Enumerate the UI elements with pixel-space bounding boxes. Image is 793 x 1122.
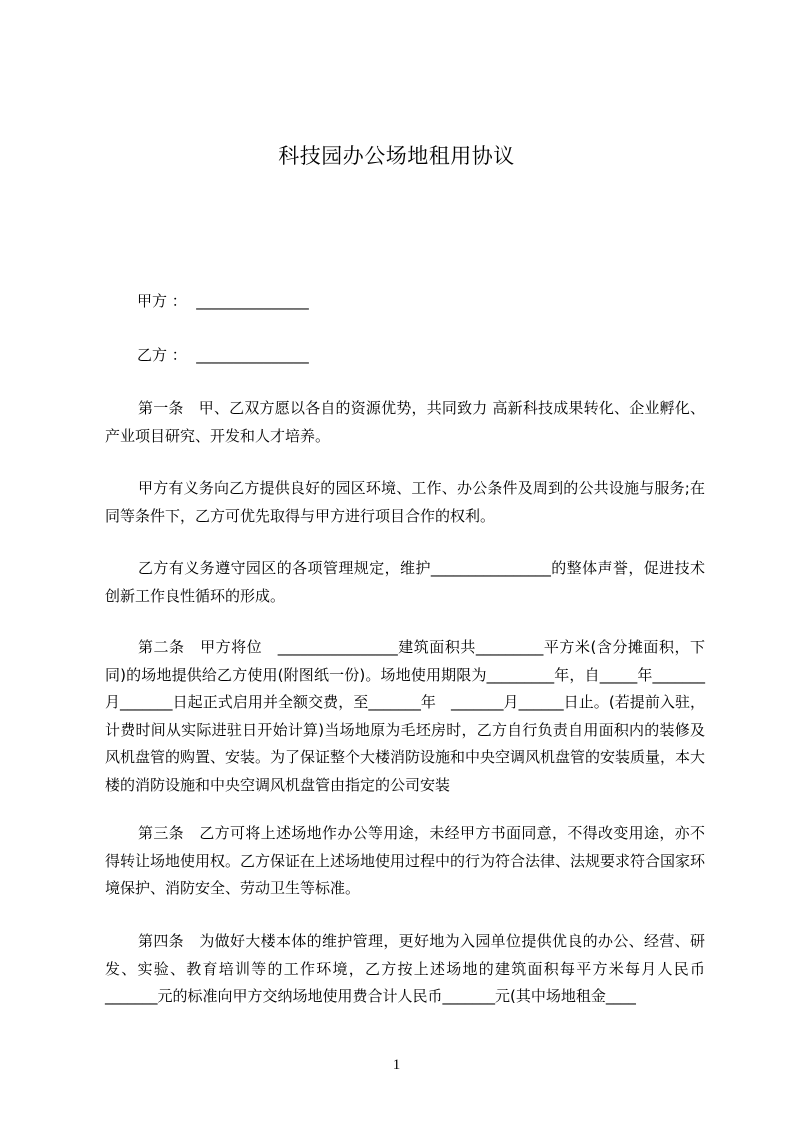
- party-a-obligation-paragraph: 甲方有义务向乙方提供良好的园区环境、工作、办公条件及周到的公共设施与服务;在同等条件下，乙方可优先取得与甲方进行项目合作的权利。: [105, 479, 705, 525]
- party-a-line: 甲方 ： _______________: [137, 292, 309, 310]
- party-b-line: 乙方 ： _______________: [137, 346, 309, 364]
- party-b-obligation-paragraph: 乙方有义务遵守园区的各项管理规定，维护________________的整体声誉，促进技术创新工作良性循环的形成。: [105, 559, 705, 605]
- article-2-paragraph: 第二条 甲方将位 ________________建筑面积共_________平方米(含分摊面积，下同)的场地提供给乙方使用(附图纸一份)。场地使用期限为_________年，自_____年_______月_______日起正式启用并全额交费，至_______年 _______月______日止。(若提前入驻，计费时间从实际进驻日开始计算)当场地原为毛坯房时，乙方自行负责自用面积内的装修及风机盘管的购置、安装。为了保证整个大楼消防设施和中央空调风机盘管的安装质量，本大楼的消防设施和中央空调风机盘管由指定的公司安装: [105, 638, 706, 794]
- article-4-paragraph: 第四条 为做好大楼本体的维护管理，更好地为入园单位提供优良的办公、经营、研发、实验、教育培训等的工作环境，乙方按上述场地的建筑面积每平方米每月人民币_______元的标准向甲方交纳场地使用费合计人民币_______元(其中场地租金____: [105, 932, 705, 1005]
- article-1-paragraph: 第一条 甲、乙双方愿以各自的资源优势，共同致力 高新科技成果转化、企业孵化、产业项目研究、开发和人才培养。: [105, 399, 705, 445]
- document-title: 科技园办公场地租用协议: [278, 144, 515, 168]
- page-number: 1: [392, 1057, 401, 1073]
- article-3-paragraph: 第三条 乙方可将上述场地作办公等用途，未经甲方书面同意，不得改变用途，亦不得转让场地使用权。乙方保证在上述场地使用过程中的行为符合法律、法规要求符合国家环境保护、消防安全、劳动卫生等标准。: [105, 824, 706, 897]
